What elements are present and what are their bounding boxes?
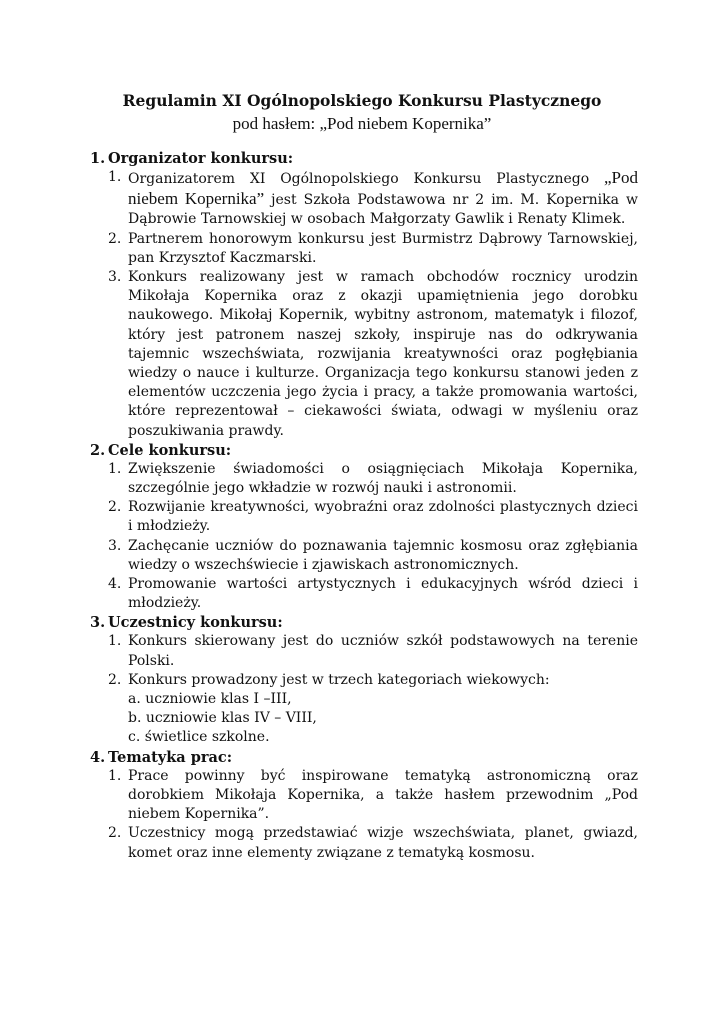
list-item <box>108 168 638 230</box>
item-number: 3. <box>108 537 122 554</box>
section-themes <box>90 748 638 863</box>
section-goals <box>90 441 638 614</box>
list-item <box>108 498 638 536</box>
item-number: 3. <box>108 269 122 286</box>
item-text: Promowanie wartości artystycznych i edukacyjnych wśród dzieci i młodzieży. <box>128 576 638 612</box>
section-heading <box>90 149 638 168</box>
section-title: Tematyka prac: <box>108 748 233 766</box>
item-number: 1. <box>108 767 122 784</box>
item-text: Konkurs skierowany jest do uczniów szkół podstawowych na terenie Polski. <box>128 633 638 669</box>
item-text: Uczestnicy mogą przedstawiać wizje wszechświata, planet, gwiazd, komet oraz inne elementy związane z tematyką kosmosu. <box>128 825 638 861</box>
list-item <box>108 671 638 748</box>
item-text: Konkurs prowadzony jest w trzech kategoriach wiekowych: <box>128 671 550 688</box>
document-title: Regulamin XI Ogólnopolskiego Konkursu Plastycznego <box>122 91 602 110</box>
list-item <box>108 230 638 268</box>
item-text: Zachęcanie uczniów do poznawania tajemnic kosmosu oraz zgłębiania wiedzy o wszechświecie i zjawiskach astronomicznych. <box>128 537 638 573</box>
item-number: 1. <box>108 633 122 650</box>
item-number: 4. <box>108 576 122 593</box>
list-item <box>108 824 638 862</box>
document-body <box>90 149 638 863</box>
list-item <box>108 537 638 575</box>
item-number: 2. <box>108 230 122 247</box>
section-organizer <box>90 149 638 441</box>
item-number: 2. <box>108 825 122 842</box>
list-item <box>108 767 638 825</box>
section-list <box>90 460 638 614</box>
contest-name: „Pod niebem Kopernika” <box>128 168 638 209</box>
list-item <box>108 268 638 441</box>
item-text: Rozwijanie kreatywności, wyobraźni oraz zdolności plastycznych dzieci i młodzieży. <box>128 499 638 535</box>
section-list <box>90 168 638 441</box>
age-category: b. uczniowie klas IV – VIII, <box>128 710 317 727</box>
item-number: 2. <box>108 499 122 516</box>
item-text-part: jest Szkoła Podstawowa nr 2 im. M. Kopernika w Dąbrowie Tarnowskiej w osobach Małgorzaty Gawlik i Renaty Klimek. <box>128 192 638 228</box>
section-number: 1. <box>90 150 106 167</box>
item-text: Konkurs realizowany jest w ramach obchodów rocznicy urodzin Mikołaja Kopernika oraz z okazji upamiętnienia jego dorobku naukowego. Mikołaj Kopernik, wybitny astronom, matematyk i filozof, który jest patronem naszej szkoły, inspiruje nas do odkrywania tajemnic wszechświata, rozwijania kreatywności oraz pogłębiania wiedzy o nauce i kulturze. Organizacja tego konkursu stanowi jeden z elementów uczczenia jego życia i pracy, a także promowania wartości, które reprezentował – ciekawości świata, odwagi w myśleniu oraz poszukiwania prawdy. <box>128 269 638 439</box>
document-subtitle: pod hasłem: „Pod niebem Kopernika” <box>232 114 492 133</box>
section-title: Uczestnicy konkursu: <box>108 614 283 632</box>
item-text: Partnerem honorowym konkursu jest Burmistrz Dąbrowy Tarnowskiej, pan Krzysztof Kaczmarski. <box>128 230 638 266</box>
section-heading <box>90 441 638 460</box>
section-number: 3. <box>90 614 106 632</box>
age-category-list <box>128 690 638 748</box>
section-title: Organizator konkursu: <box>108 150 294 167</box>
list-item <box>108 632 638 670</box>
section-heading <box>90 613 638 632</box>
item-text: Zwiększenie świadomości o osiągnięciach Mikołaja Kopernika, szczególnie jego wkładzie w rozwój nauki i astronomii. <box>128 460 638 497</box>
section-heading <box>90 748 638 767</box>
age-category: a. uczniowie klas I –III, <box>128 691 292 708</box>
list-item <box>108 575 638 613</box>
item-number: 1. <box>108 460 122 477</box>
section-list <box>90 767 638 863</box>
item-text-part: Organizatorem XI Ogólnopolskiego Konkursu Plastycznego <box>128 171 604 187</box>
item-number: 1. <box>108 169 122 185</box>
list-item <box>108 460 638 498</box>
section-title: Cele konkursu: <box>108 441 232 459</box>
section-number: 4. <box>90 748 106 766</box>
age-category: c. świetlice szkolne. <box>128 729 270 746</box>
section-participants <box>90 613 638 747</box>
item-number: 2. <box>108 671 122 688</box>
section-list <box>90 632 638 747</box>
item-text: Prace powinny być inspirowane tematyką astronomiczną oraz dorobkiem Mikołaja Kopernika, a także hasłem przewodnim „Pod niebem Kopernika”. <box>128 767 638 823</box>
section-number: 2. <box>90 441 106 459</box>
